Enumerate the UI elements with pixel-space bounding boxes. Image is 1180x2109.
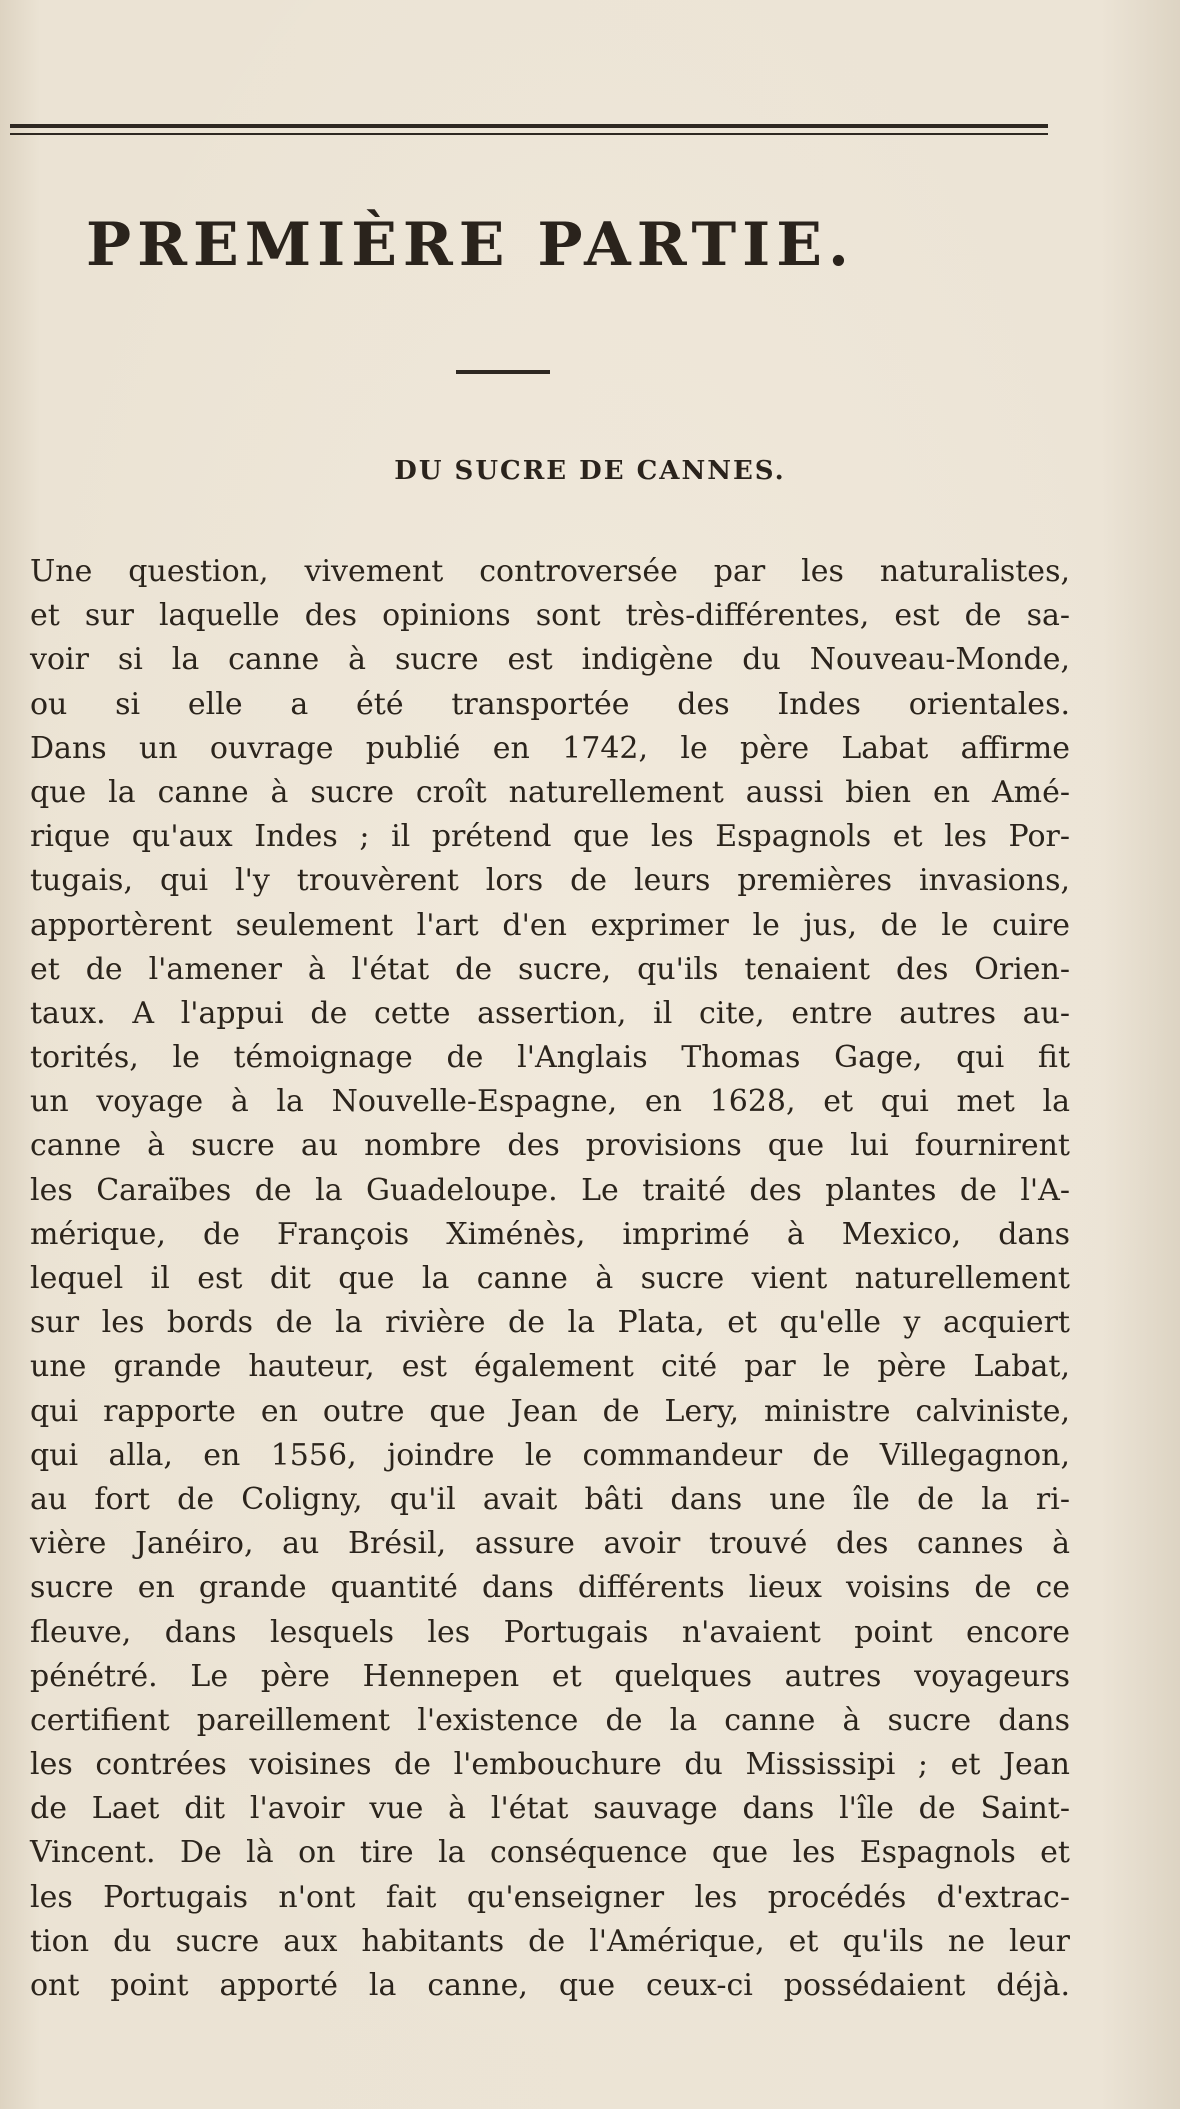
text-line: qui alla, en 1556, joindre le commandeur de Villegagnon, bbox=[30, 1437, 1070, 1473]
text-line: sur les bords de la rivière de la Plata, et qu'elle y acquiert bbox=[30, 1305, 1070, 1341]
text-line: taux. A l'appui de cette assertion, il cite, entre autres au- bbox=[30, 995, 1070, 1031]
chapter-subtitle: DU SUCRE DE CANNES. bbox=[394, 456, 786, 486]
header-rule-thin bbox=[10, 133, 1048, 135]
text-line: certifient pareillement l'existence de la canne à sucre dans bbox=[30, 1702, 1070, 1738]
text-line: pénétré. Le père Hennepen et quelques autres voyageurs bbox=[30, 1658, 1070, 1694]
text-line: un voyage à la Nouvelle-Espagne, en 1628, et qui met la bbox=[30, 1084, 1070, 1120]
text-line: vière Janéiro, au Brésil, assure avoir trouvé des cannes à bbox=[30, 1526, 1070, 1562]
text-line: tion du sucre aux habitants de l'Amérique, et qu'ils ne leur bbox=[30, 1923, 1070, 1959]
text-line: voir si la canne à sucre est indigène du Nouveau-Monde, bbox=[30, 642, 1070, 678]
text-line: qui rapporte en outre que Jean de Lery, ministre calviniste, bbox=[30, 1393, 1070, 1429]
part-title: PREMIÈRE PARTIE. bbox=[86, 210, 855, 280]
text-line: rique qu'aux Indes ; il prétend que les Espagnols et les Por- bbox=[30, 819, 1070, 855]
text-line: une grande hauteur, est également cité par le père Labat, bbox=[30, 1349, 1070, 1385]
text-line: torités, le témoignage de l'Anglais Thomas Gage, qui fit bbox=[30, 1040, 1070, 1076]
text-line: de Laet dit l'avoir vue à l'état sauvage dans l'île de Saint- bbox=[30, 1791, 1070, 1827]
text-line: les Portugais n'ont fait qu'enseigner les procédés d'extrac- bbox=[30, 1879, 1070, 1915]
text-line: sucre en grande quantité dans différents lieux voisins de ce bbox=[30, 1570, 1070, 1606]
body-paragraphs bbox=[30, 550, 1070, 2008]
text-line: canne à sucre au nombre des provisions que lui fournirent bbox=[30, 1128, 1070, 1164]
text-line: tugais, qui l'y trouvèrent lors de leurs premières invasions, bbox=[30, 863, 1070, 899]
header-rule-thick bbox=[10, 124, 1048, 128]
text-line: Dans un ouvrage publié en 1742, le père Labat affirme bbox=[30, 730, 1070, 766]
text-line: et de l'amener à l'état de sucre, qu'ils tenaient des Orien- bbox=[30, 951, 1070, 987]
text-line: apportèrent seulement l'art d'en exprimer le jus, de le cuire bbox=[30, 907, 1070, 943]
title-separator-rule bbox=[456, 370, 550, 374]
text-line: et sur laquelle des opinions sont très-différentes, est de sa- bbox=[30, 598, 1070, 634]
text-line: ont point apporté la canne, que ceux-ci possédaient déjà. bbox=[30, 1968, 1070, 2003]
text-line: Vincent. De là on tire la conséquence que les Espagnols et bbox=[30, 1835, 1070, 1871]
text-line: lequel il est dit que la canne à sucre vient naturellement bbox=[30, 1261, 1070, 1296]
text-line: fleuve, dans lesquels les Portugais n'avaient point encore bbox=[30, 1614, 1070, 1650]
text-line: les contrées voisines de l'embouchure du Mississipi ; et Jean bbox=[30, 1747, 1070, 1783]
text-line: mérique, de François Ximénès, imprimé à Mexico, dans bbox=[30, 1216, 1070, 1252]
text-line: au fort de Coligny, qu'il avait bâti dans une île de la ri- bbox=[30, 1481, 1070, 1517]
text-line: Une question, vivement controversée par les naturalistes, bbox=[30, 554, 1070, 589]
text-line: que la canne à sucre croît naturellement aussi bien en Amé- bbox=[30, 774, 1070, 810]
text-line: les Caraïbes de la Guadeloupe. Le traité des plantes de l'A- bbox=[30, 1172, 1070, 1208]
text-line: ou si elle a été transportée des Indes orientales. bbox=[30, 686, 1070, 722]
